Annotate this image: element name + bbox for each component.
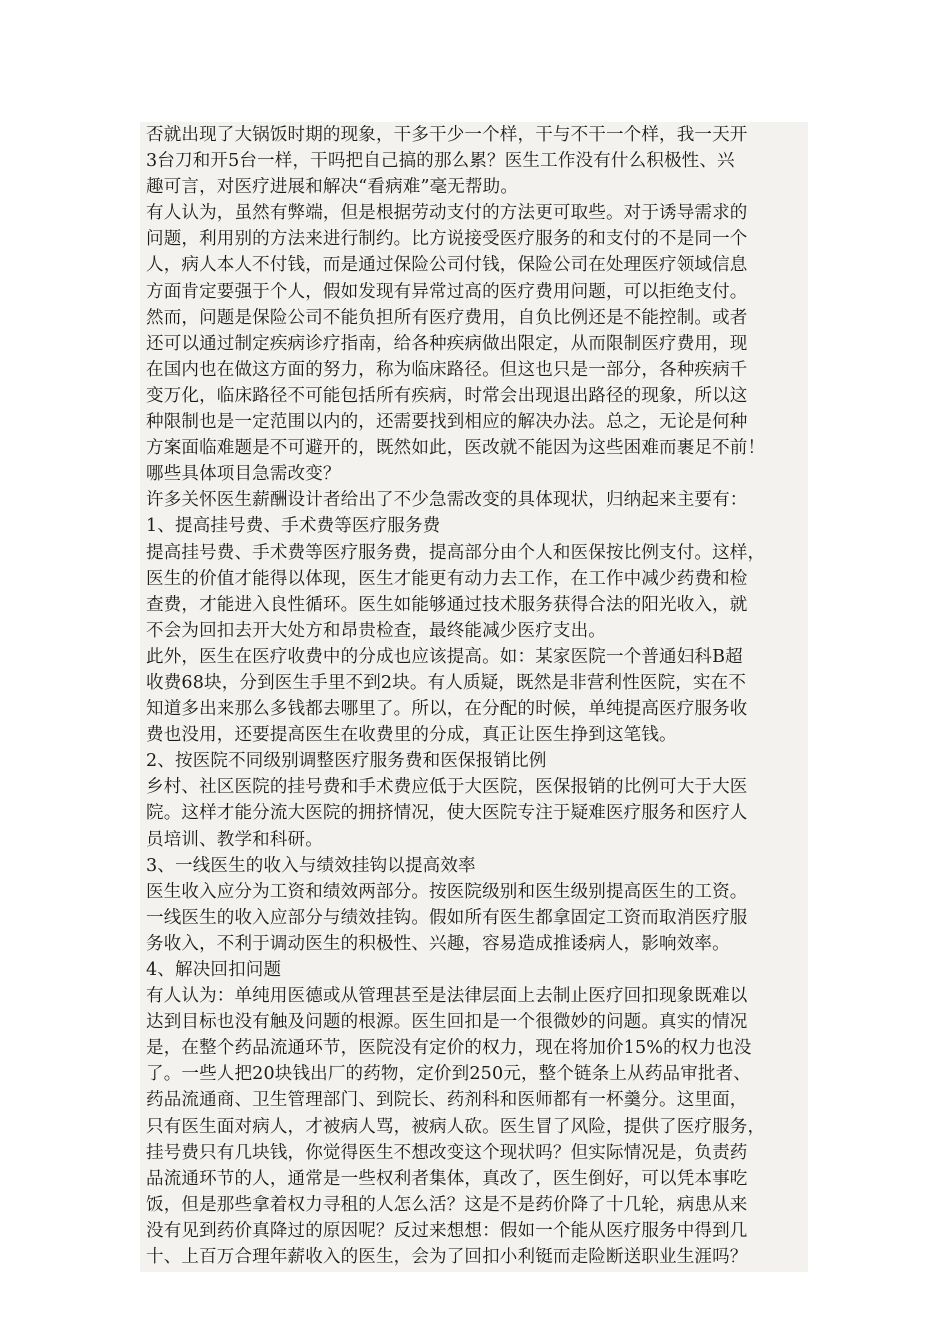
- text-line: 了。一些人把20块钱出厂的药物，定价到250元，整个链条上从药品审批者、: [146, 1064, 751, 1085]
- text-line: 没有见到药价真降过的原因呢？反过来想想：假如一个能从医疗服务中得到几: [146, 1220, 748, 1241]
- text-line: 许多关怀医生薪酬设计者给出了不少急需改变的具体现状，归纳起来主要有：: [146, 490, 748, 511]
- text-line: 知道多出来那么多钱都去哪里了。所以，在分配的时候，单纯提高医疗服务收: [146, 699, 748, 720]
- text-line: 人，病人本人不付钱，而是通过保险公司付钱，保险公司在处理医疗领域信息: [146, 255, 748, 276]
- text-line: 务收入，不利于调动医生的积极性、兴趣，容易造成推诿病人，影响效率。: [146, 933, 730, 954]
- text-line: 不会为回扣去开大处方和昂贵检查，最终能减少医疗支出。: [146, 620, 606, 641]
- text-line: 品流通环节的人，通常是一些权利者集体，真改了，医生倒好，可以凭本事吃: [146, 1168, 748, 1189]
- text-line: 方案面临难题是不可避开的，既然如此，医改就不能因为这些困难而裹足不前！: [146, 438, 766, 459]
- text-line: 药品流通商、卫生管理部门、到院长、药剂科和医师都有一杯羹分。这里面，: [146, 1090, 748, 1111]
- text-line: 3、一线医生的收入与绩效挂钩以提高效率: [146, 855, 476, 876]
- text-line: 方面肯定要强于个人，假如发现有异常过高的医疗费用问题，可以拒绝支付。: [146, 281, 748, 302]
- text-line: 然而，问题是保险公司不能负担所有医疗费用，自负比例还是不能控制。或者: [146, 307, 748, 328]
- text-line: 达到目标也没有触及问题的根源。医生回扣是一个很微妙的问题。真实的情况: [146, 1012, 748, 1033]
- text-line: 提高挂号费、手术费等医疗服务费，提高部分由个人和医保按比例支付。这样，: [146, 542, 766, 563]
- text-line: 挂号费只有几块钱，你觉得医生不想改变这个现状吗？但实际情况是，负责药: [146, 1142, 748, 1163]
- text-line: 收费68块，分到医生手里不到2块。有人质疑，既然是非营利性医院，实在不: [146, 672, 747, 693]
- text-line: 是，在整个药品流通环节，医院没有定价的权力，现在将加价15%的权力也没: [146, 1038, 752, 1059]
- text-line: 在国内也在做这方面的努力，称为临床路径。但这也只是一部分，各种疾病千: [146, 359, 748, 380]
- text-line: 有人认为：单纯用医德或从管理甚至是法律层面上去制止医疗回扣现象既难以: [146, 986, 748, 1007]
- text-line: 医生的价值才能得以体现，医生才能更有动力去工作，在工作中减少药费和检: [146, 568, 748, 589]
- text-line: 趣可言，对医疗进展和解决“看病难”毫无帮助。: [146, 177, 519, 198]
- text-line: 饭，但是那些拿着权力寻租的人怎么活？这是不是药价降了十几轮，病患从来: [146, 1194, 748, 1215]
- text-line: 2、按医院不同级别调整医疗服务费和医保报销比例: [146, 751, 547, 772]
- text-line: 有人认为，虽然有弊端，但是根据劳动支付的方法更可取些。对于诱导需求的: [146, 203, 748, 224]
- text-line: 院。这样才能分流大医院的拥挤情况，使大医院专注于疑难医疗服务和医疗人: [146, 803, 748, 824]
- text-line: 乡村、社区医院的挂号费和手术费应低于大医院，医保报销的比例可大于大医: [146, 777, 748, 798]
- text-line: 种限制也是一定范围以内的，还需要找到相应的解决办法。总之，无论是何种: [146, 412, 748, 433]
- text-line: 费也没用，还要提高医生在收费里的分成，真正让医生挣到这笔钱。: [146, 725, 677, 746]
- text-line: 一线医生的收入应部分与绩效挂钩。假如所有医生都拿固定工资而取消医疗服: [146, 907, 748, 928]
- text-line: 还可以通过制定疾病诊疗指南，给各种疾病做出限定，从而限制医疗费用，现: [146, 333, 748, 354]
- text-line: 1、提高挂号费、手术费等医疗服务费: [146, 516, 441, 537]
- text-line: 4、解决回扣问题: [146, 960, 282, 980]
- text-line: 此外，医生在医疗收费中的分成也应该提高。如：某家医院一个普通妇科B超: [146, 646, 743, 667]
- text-line: 问题，利用别的方法来进行制约。比方说接受医疗服务的和支付的不是同一个: [146, 229, 748, 250]
- text-line: 否就出现了大锅饭时期的现象，干多干少一个样，干与不干一个样，我一天开: [146, 125, 748, 145]
- text-line: 查费，才能进入良性循环。医生如能够通过技术服务获得合法的阳光收入，就: [146, 594, 748, 615]
- article-body: [140, 122, 808, 1272]
- text-line: 哪些具体项目急需改变？: [146, 464, 341, 485]
- text-line: 只有医生面对病人，才被病人骂，被病人砍。医生冒了风险，提供了医疗服务，: [146, 1116, 766, 1137]
- text-line: 十、上百万合理年薪收入的医生，会为了回扣小利铤而走险断送职业生涯吗？: [146, 1247, 748, 1268]
- text-line: 3台刀和开5台一样，干吗把自己搞的那么累？医生工作没有什么积极性、兴: [146, 151, 735, 172]
- text-line: 医生收入应分为工资和绩效两部分。按医院级别和医生级别提高医生的工资。: [146, 881, 748, 902]
- text-line: 员培训、教学和科研。: [146, 829, 323, 850]
- text-line: 变万化，临床路径不可能包括所有疾病，时常会出现退出路径的现象，所以这: [146, 385, 748, 406]
